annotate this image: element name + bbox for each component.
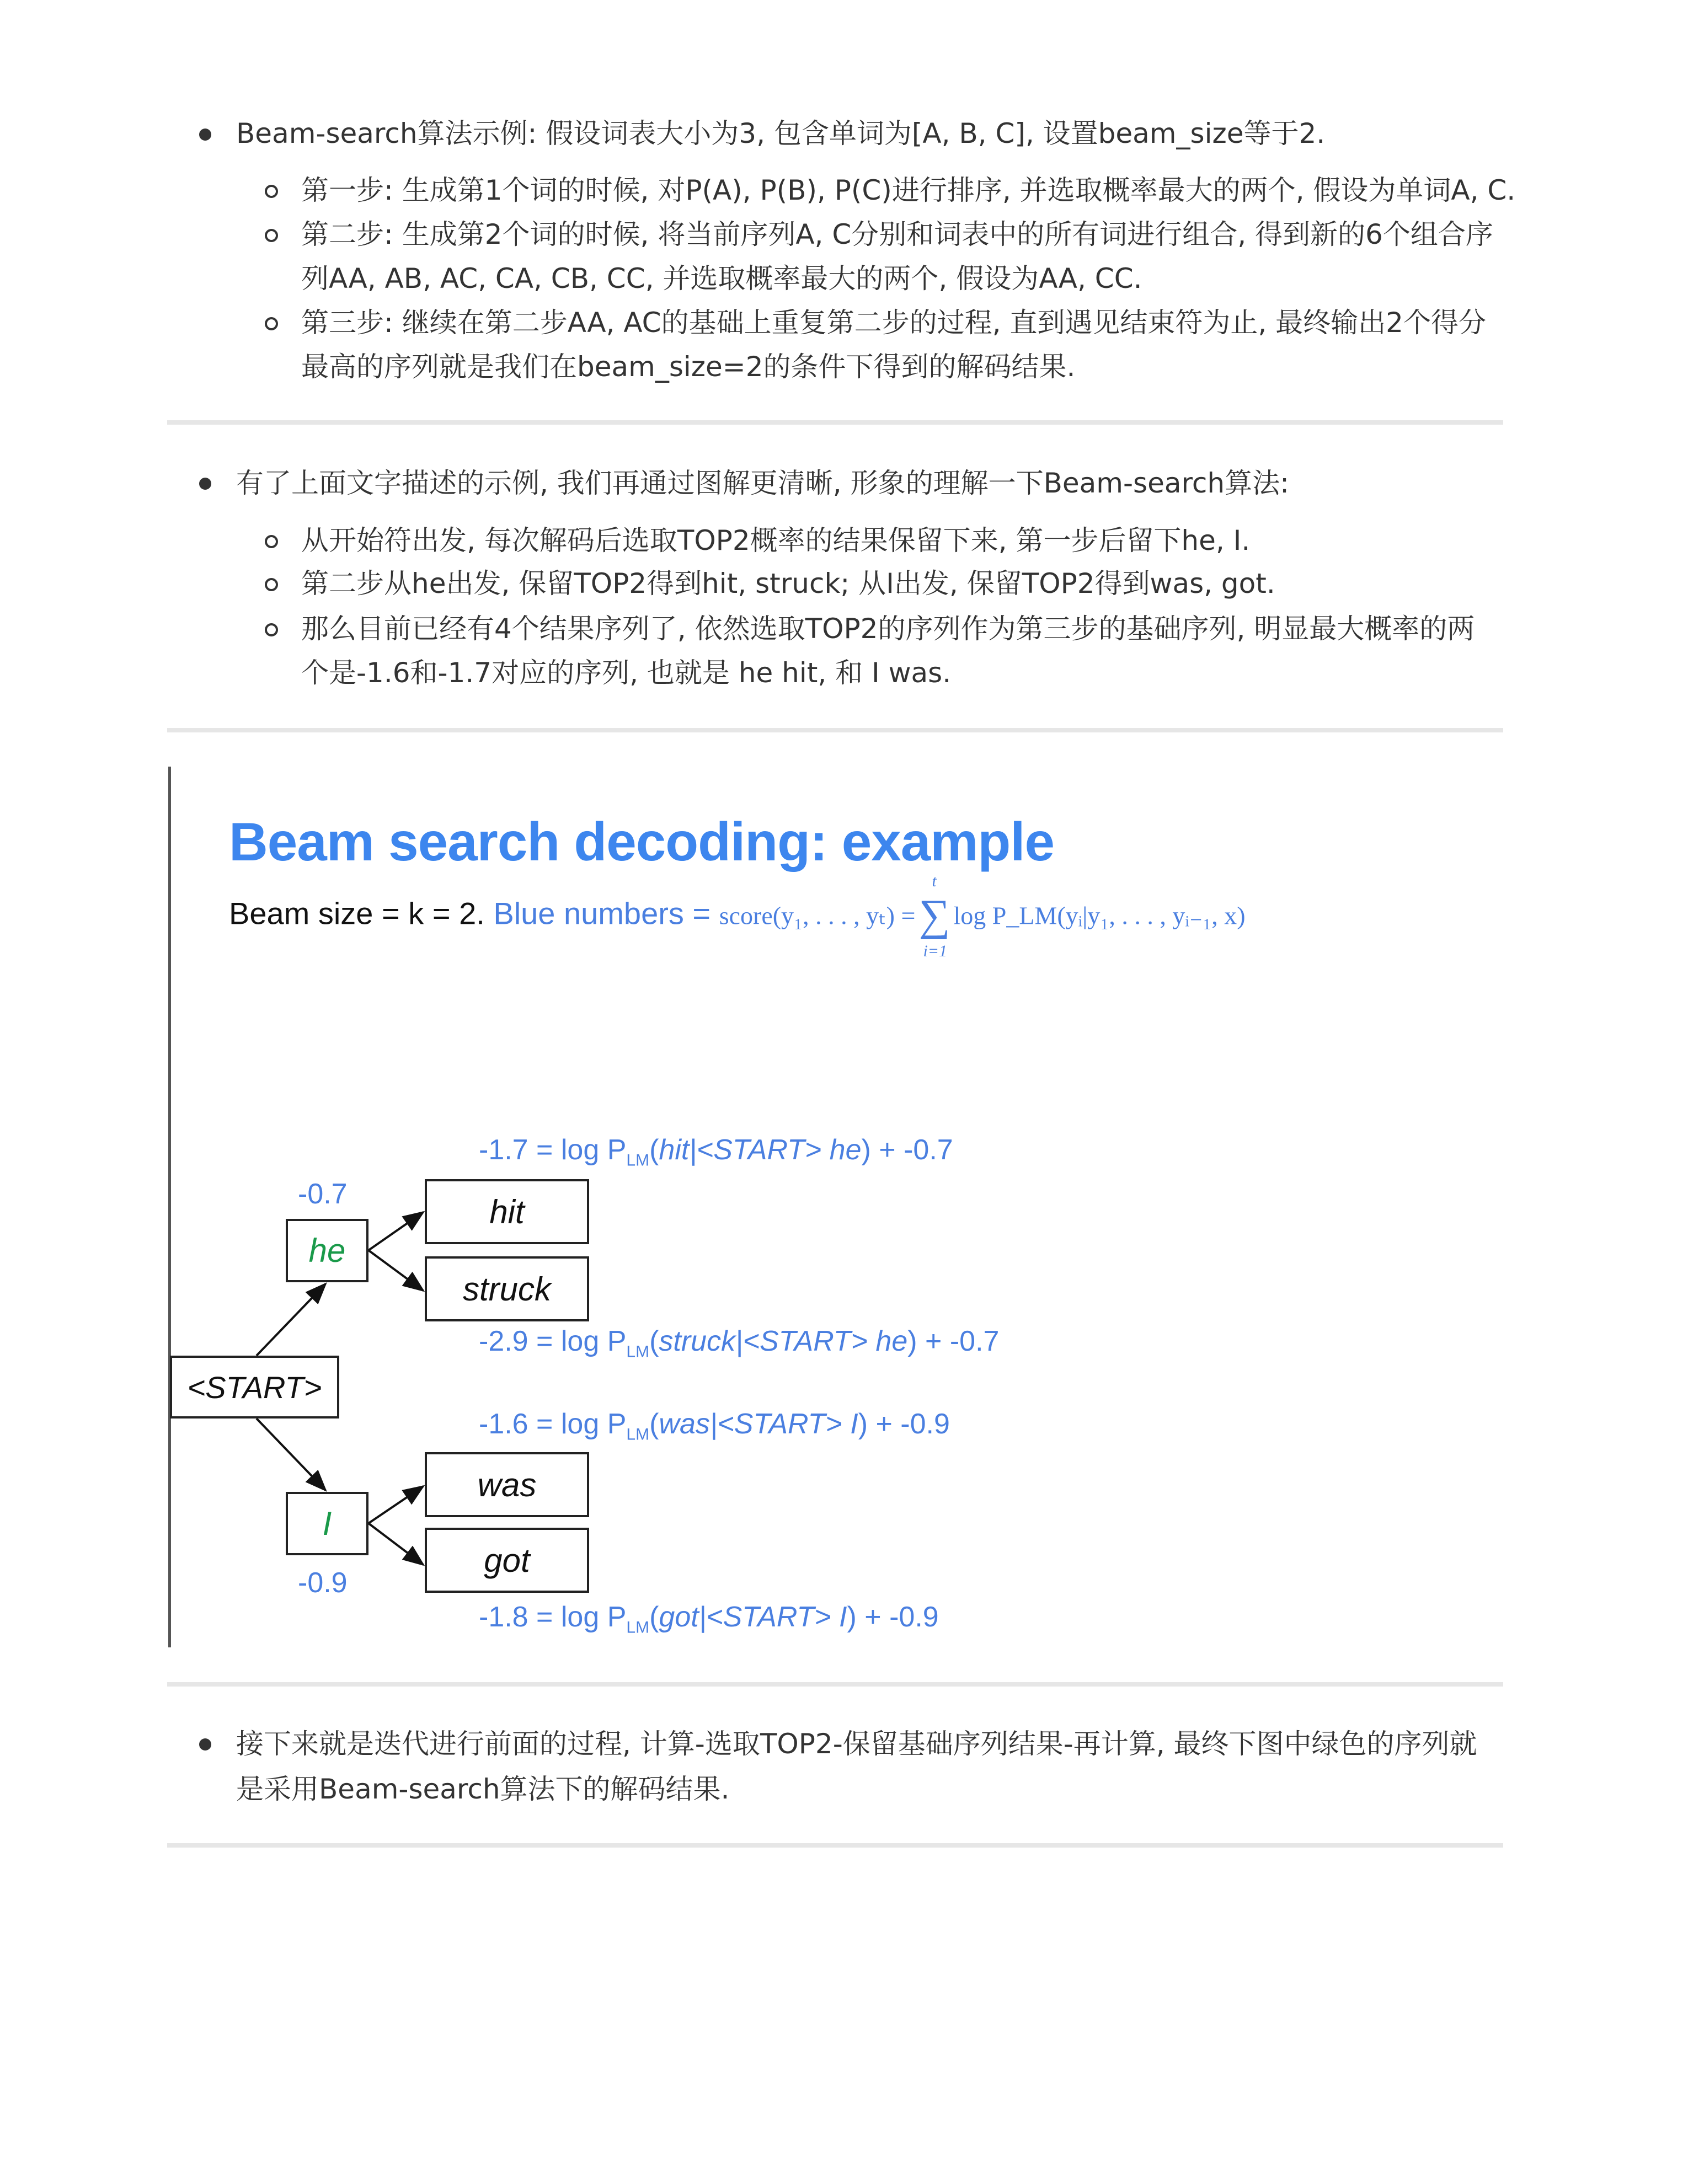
score-i: -0.9: [298, 1567, 348, 1599]
node-got: got: [425, 1528, 589, 1593]
explain-1-text: 从开始符出发, 每次解码后选取TOP2概率的结果保留下来, 第一步后留下he, I.: [301, 524, 1251, 556]
step-3-text: 第三步: 继续在第二步AA, AC的基础上重复第二步的过程, 直到遇见结束符为止, 最终输出2个得分: [301, 307, 1486, 339]
bullet-circle-icon: [265, 185, 278, 198]
bullet-circle-icon: [265, 578, 278, 591]
equation-got: $-1.8 = \log P_{LM}(got|<START> I) + -0.9$: [479, 1601, 939, 1637]
explain-2-text: 第二步从he出发, 保留TOP2得到hit, struck; 从I出发, 保留TOP2得到was, got.: [301, 568, 1275, 599]
equation-struck: $-2.9 = \log P_{LM}(struck|<START> he) + -0.7$: [479, 1325, 1000, 1361]
bullet-circle-icon: [265, 535, 278, 548]
score-he: -0.7: [298, 1178, 348, 1210]
score-formula-right: log P_LM(yᵢ|y₁, . . . , yᵢ₋₁, x): [953, 901, 1246, 930]
bullet-disc-icon: [199, 1738, 211, 1751]
sum-icon: ∑ t i=1: [918, 872, 950, 960]
equation-was: $-1.6 = \log P_{LM}(was|<START> I) + -0.9$: [479, 1408, 950, 1444]
section-3-bullet-text-cont: 是采用Beam-search算法下的解码结果.: [236, 1773, 730, 1805]
bullet-disc-icon: [199, 129, 211, 141]
blue-numbers-label: Blue numbers =: [484, 896, 719, 931]
divider: [167, 1843, 1503, 1848]
divider: [167, 728, 1503, 732]
figure-title: Beam search decoding: example: [229, 811, 1055, 872]
node-i: I: [286, 1492, 368, 1555]
beam-size-text: Beam size = k = 2.: [229, 896, 485, 931]
step-1-text: 第一步: 生成第1个词的时候, 对P(A), P(B), P(C)进行排序, 并选取概率最大的两个, 假设为单词A, C.: [301, 174, 1516, 206]
equation-hit: $-1.7 = \log P_{LM}(hit|<START> he) + -0.7$: [479, 1134, 953, 1170]
section-1-bullet-text: Beam-search算法示例: 假设词表大小为3, 包含单词为[A, B, C], 设置beam_size等于2.: [236, 117, 1326, 149]
bullet-circle-icon: [265, 317, 278, 330]
explain-3-text: 那么目前已经有4个结果序列了, 依然选取TOP2的序列作为第三步的基础序列, 明显最大概率的两: [301, 613, 1475, 645]
step-2-text: 第二步: 生成第2个词的时候, 将当前序列A, C分别和词表中的所有词进行组合, 得到新的6个组合序: [301, 218, 1493, 250]
node-struck: struck: [425, 1256, 589, 1321]
node-start: <START>: [170, 1356, 339, 1418]
beam-search-figure: [168, 767, 1272, 1647]
bullet-circle-icon: [265, 623, 278, 636]
explain-3-text-cont: 个是-1.6和-1.7对应的序列, 也就是 he hit, 和 I was.: [301, 657, 952, 689]
bullet-circle-icon: [265, 229, 278, 242]
section-2-bullet-text: 有了上面文字描述的示例, 我们再通过图解更清晰, 形象的理解一下Beam-search算法:: [236, 467, 1289, 499]
step-3-text-cont: 最高的序列就是我们在beam_size=2的条件下得到的解码结果.: [301, 351, 1076, 383]
divider: [167, 1682, 1503, 1687]
section-3-bullet-text: 接下来就是迭代进行前面的过程, 计算-选取TOP2-保留基础序列结果-再计算, 最终下图中绿色的序列就: [236, 1728, 1477, 1760]
bullet-disc-icon: [199, 478, 211, 490]
step-2-text-cont: 列AA, AB, AC, CA, CB, CC, 并选取概率最大的两个, 假设为AA, CC.: [301, 263, 1142, 295]
score-formula-left: score(y₁, . . . , yₜ) =: [719, 901, 916, 930]
divider: [167, 420, 1503, 425]
node-was: was: [425, 1452, 589, 1517]
node-he: he: [286, 1219, 368, 1282]
node-hit: hit: [425, 1179, 589, 1244]
